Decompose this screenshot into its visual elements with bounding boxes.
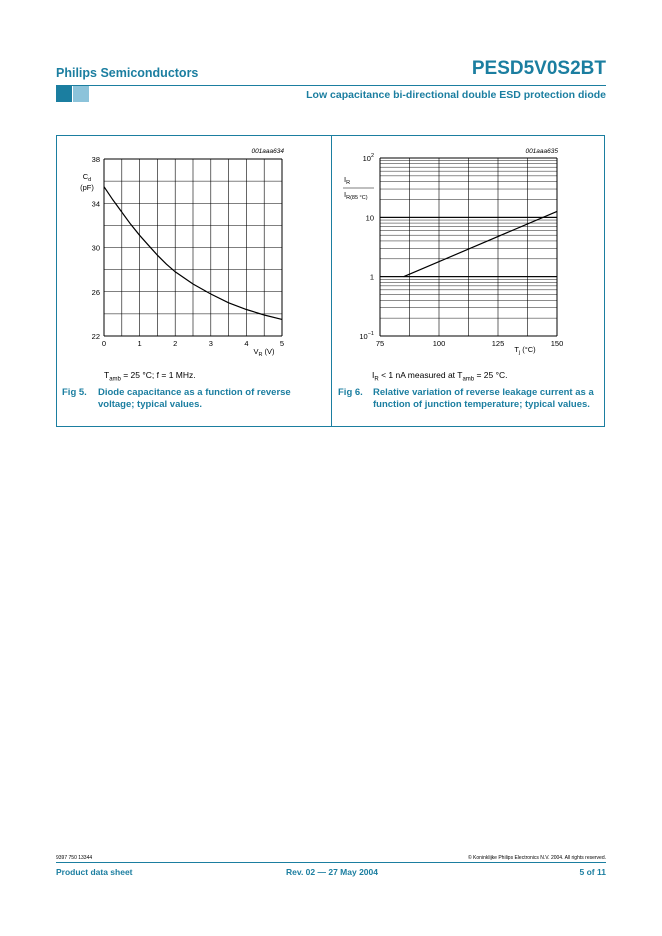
fig5-number: Fig 5. <box>62 387 87 398</box>
fig5-caption: Diode capacitance as a function of reverse voltage; typical values. <box>98 387 291 410</box>
fig6-chart <box>332 136 605 361</box>
fig5-xtick: 1 <box>137 339 142 348</box>
fig5-xlabel: $V_R$ (V) <box>253 347 275 358</box>
fig5-xtick: 2 <box>173 339 178 348</box>
document-subtitle: Low capacitance bi-directional double ESD protection diode <box>306 89 606 101</box>
fig5-ytick: 22 <box>91 332 100 341</box>
fig6-series-line <box>404 211 557 276</box>
fig5-xtick: 3 <box>208 339 213 348</box>
fig6-condition: $I_R < 1$ nA measured at $T_{amb} = 25$ °C. <box>372 370 508 383</box>
footer-doc-type: Product data sheet <box>56 867 133 877</box>
svg-text:IR(85 °C): $I_{R(85 ^\circ C)}$ <box>344 190 368 201</box>
fig5-xtick: 0 <box>101 339 107 348</box>
fig6-ytick: $10^{-1}$ <box>359 331 374 341</box>
brand-square-light <box>73 86 89 102</box>
header-rule <box>56 85 606 86</box>
company-name: Philips Semiconductors <box>56 66 199 80</box>
doc-number: 9397 750 13344 <box>56 855 93 861</box>
footer-rule <box>56 862 606 863</box>
fig5-xtick: 5 <box>279 339 285 348</box>
fig6-xtick: 75 <box>375 339 385 348</box>
fig5-chart <box>56 136 331 361</box>
fig6-ytick: 10 <box>365 213 374 223</box>
fig6-ylabel <box>343 175 374 201</box>
footer-page: 5 of 11 <box>579 867 606 877</box>
copyright: © Koninklijke Philips Electronics N.V. 2004. All rights reserved. <box>467 855 606 861</box>
fig6-ytick: 1 <box>369 272 374 282</box>
fig6-caption: Relative variation of reverse leakage current as a function of junction temperature; typical values. <box>373 387 594 410</box>
fig5-code: 001aaa634 <box>251 148 284 155</box>
fig5-grid <box>104 159 282 336</box>
fig6-number: Fig 6. <box>338 387 363 398</box>
fig5-tick-labels <box>92 155 284 348</box>
svg-text:(pF): (pF) <box>80 183 94 192</box>
fig5-ytick: 26 <box>91 287 100 297</box>
part-number: PESD5V0S2BT <box>471 58 606 79</box>
fig5-xtick: 4 <box>244 339 249 348</box>
fig6-grid <box>380 158 557 336</box>
footer-revision: Rev. 02 — 27 May 2004 <box>286 867 378 877</box>
fig6-tick-labels <box>359 153 563 348</box>
fig6-xtick: 150 <box>550 339 564 348</box>
fig6-code: 001aaa635 <box>525 148 558 155</box>
fig6-ytick: $10^2$ <box>362 153 374 163</box>
brand-square-dark <box>56 86 72 102</box>
fig5-ytick: 34 <box>91 199 100 209</box>
fig6-xlabel: $T_j$ (°C) <box>514 345 536 356</box>
fig6-xtick: 100 <box>432 339 446 348</box>
svg-text:Cd: $C_d$ <box>82 172 92 183</box>
fig5-ytick: 38 <box>91 155 100 164</box>
fig5-ylabel <box>80 172 94 192</box>
fig6-xtick: 125 <box>491 339 505 348</box>
svg-text:IR: $I_R$ <box>344 175 351 186</box>
fig5-condition: $T_{amb} = 25$ °C; f = 1 MHz. <box>104 370 196 383</box>
fig5-ytick: 30 <box>91 243 100 253</box>
